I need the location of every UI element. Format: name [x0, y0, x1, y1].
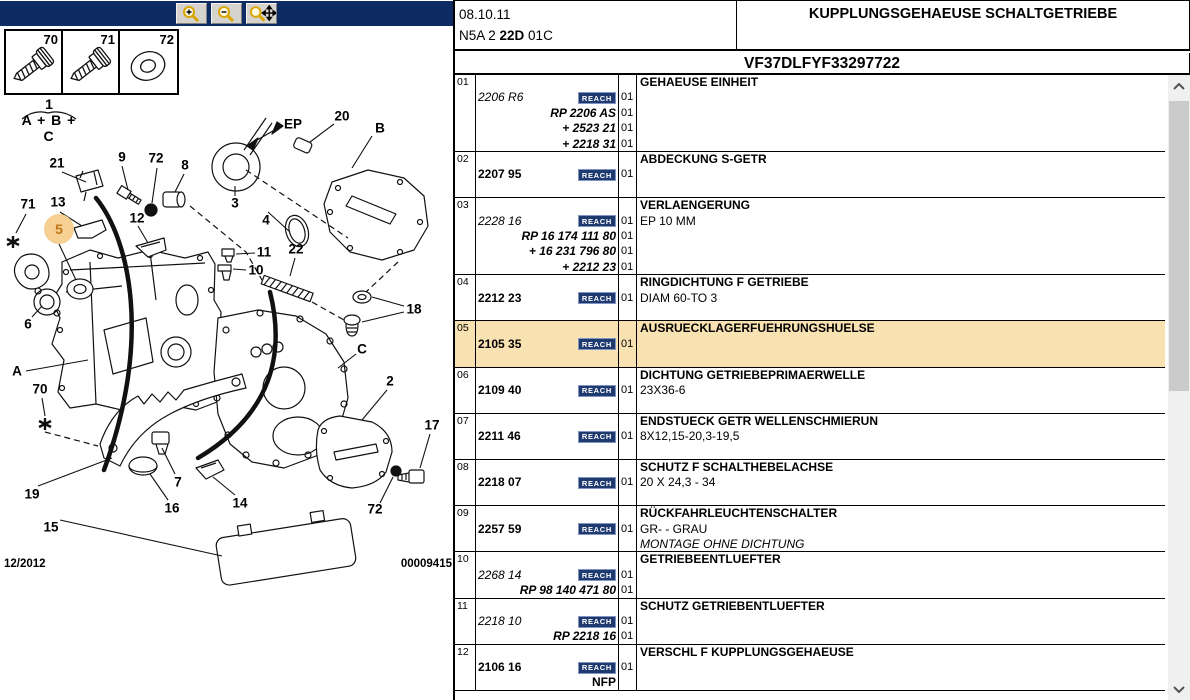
part-reference: RP 2218 16 — [553, 629, 616, 644]
row-number-cell: 01 — [455, 75, 476, 151]
quantity-cell — [619, 552, 637, 597]
scroll-up-button[interactable] — [1168, 75, 1190, 97]
part-description: DIAM 60-TO 3 — [640, 290, 718, 305]
part-reference: 2109 40 REACH — [476, 383, 618, 398]
diagram-callout-EP[interactable]: EP — [283, 116, 303, 132]
diagram-callout-2[interactable]: 2 — [386, 373, 394, 389]
part-reference: 2106 16 REACH — [476, 660, 618, 675]
part-description: ABDECKUNG S-GETR — [640, 152, 767, 166]
reach-badge[interactable]: REACH — [578, 477, 616, 489]
diagram-callout-9[interactable]: 9 — [118, 149, 126, 165]
row-number-cell: 06 — [455, 368, 476, 413]
diagram-callout-13[interactable]: 13 — [50, 194, 66, 210]
diagram-callout-20[interactable]: 20 — [334, 108, 350, 124]
part-description: 23X36-6 — [640, 382, 686, 397]
quantity-cell — [619, 368, 637, 413]
part-description: 8X12,15-20,3-19,5 — [640, 429, 740, 444]
part-description: 20 X 24,3 - 34 — [640, 475, 716, 490]
part-reference: NFP — [592, 675, 616, 690]
quantity-cell — [619, 321, 637, 366]
diagram-callout-15[interactable]: 15 — [43, 519, 59, 535]
part-description: GETRIEBEENTLUEFTER — [640, 552, 781, 567]
reach-badge[interactable]: REACH — [578, 662, 616, 674]
diagram-callout-10[interactable]: 10 — [248, 262, 264, 278]
diagram-callout-A[interactable]: A — [12, 363, 22, 379]
quantity-value: 01 — [621, 614, 634, 627]
part-description: RINGDICHTUNG F GETRIEBE — [640, 275, 809, 290]
table-row[interactable] — [455, 645, 1165, 691]
quantity-value: 01 — [621, 661, 634, 674]
part-description: SCHUTZ F SCHALTHEBELACHSE — [640, 459, 834, 474]
scrollbar-thumb[interactable] — [1169, 101, 1189, 391]
part-description: MONTAGE OHNE DICHTUNG — [640, 536, 805, 551]
diagram-callout-C[interactable]: C — [357, 341, 367, 357]
diagram-callout-8[interactable]: 8 — [181, 157, 189, 173]
chevron-down-icon — [1173, 686, 1185, 693]
catalog-date: 08.10.11 — [459, 7, 511, 22]
part-ref-cell — [476, 321, 619, 366]
diagram-callout-72[interactable]: 72 — [148, 150, 164, 166]
reach-badge[interactable]: REACH — [578, 338, 616, 350]
description-cell — [637, 152, 1165, 197]
quantity-value: 01 — [621, 383, 634, 396]
page-title: KUPPLUNGSGEHAEUSE SCHALTGETRIEBE — [736, 1, 1189, 49]
diagram-callout-21[interactable]: 21 — [49, 155, 65, 171]
part-ref-cell — [476, 75, 619, 151]
diagram-callout-17[interactable]: 17 — [424, 417, 440, 433]
description-cell — [637, 275, 1165, 320]
diagram-callout-3[interactable]: 3 — [231, 195, 239, 211]
diagram-callout-B[interactable]: B — [375, 120, 385, 136]
part-reference: 2211 46 REACH — [476, 429, 618, 444]
part-reference: 2212 23 REACH — [476, 291, 618, 306]
quantity-value: 01 — [621, 122, 634, 135]
part-reference: 2206 R6 REACH — [476, 90, 618, 105]
part-description: GEHAEUSE EINHEIT — [640, 75, 759, 89]
diagram-callout-70[interactable]: 70 — [32, 381, 48, 397]
quantity-value: 01 — [621, 245, 634, 258]
parts-panel — [455, 0, 1190, 700]
vin-number: VF37DLFYF33297722 — [455, 53, 1190, 75]
part-ref-cell — [476, 460, 619, 505]
quantity-value: 01 — [621, 522, 634, 535]
part-description: DICHTUNG GETRIEBEPRIMAERWELLE — [640, 367, 866, 382]
diagram-callout-4[interactable]: 4 — [262, 212, 270, 228]
part-reference: + 2212 23 — [562, 259, 616, 274]
reach-badge[interactable]: REACH — [578, 385, 616, 397]
description-cell — [637, 460, 1165, 505]
part-reference: 2218 07 REACH — [476, 475, 618, 490]
part-description: SCHUTZ GETRIEBENTLUEFTER — [640, 598, 825, 613]
table-row[interactable] — [455, 321, 1165, 367]
row-number-cell: 12 — [455, 645, 476, 690]
legend-item-number: 70 — [43, 32, 58, 47]
diagram-callout-19[interactable]: 19 — [24, 486, 40, 502]
part-ref-cell — [476, 368, 619, 413]
part-description: EP 10 MM — [640, 213, 696, 228]
parts-table-body — [455, 75, 1165, 691]
quantity-value: 01 — [621, 214, 634, 227]
reach-badge[interactable]: REACH — [578, 215, 616, 227]
diagram-panel — [0, 0, 453, 700]
quantity-value: 01 — [621, 91, 634, 104]
row-number-cell: 07 — [455, 414, 476, 459]
table-row[interactable] — [455, 414, 1165, 460]
quantity-cell — [619, 275, 637, 320]
part-description: AUSRUECKLAGERFUEHRUNGSHUELSE — [640, 321, 875, 336]
part-reference: + 16 231 796 80 — [528, 244, 616, 259]
part-reference: RP 2206 AS — [550, 105, 616, 120]
scroll-down-button[interactable] — [1168, 678, 1190, 700]
quantity-value: 01 — [621, 430, 634, 443]
reach-badge[interactable]: REACH — [578, 523, 616, 535]
description-cell — [637, 198, 1165, 274]
catalog-header — [455, 0, 1190, 51]
table-row[interactable] — [455, 599, 1165, 645]
part-reference: RP 98 140 471 80 — [519, 583, 616, 598]
table-row[interactable] — [455, 275, 1165, 321]
catalog-ref: N5A 2 22D 01C — [459, 27, 553, 43]
legend-item-number: 72 — [159, 32, 174, 47]
quantity-cell — [619, 599, 637, 644]
reach-badge[interactable]: REACH — [578, 616, 616, 628]
part-ref-cell — [476, 275, 619, 320]
description-cell — [637, 645, 1165, 690]
quantity-value: 01 — [621, 137, 634, 150]
row-number-cell: 03 — [455, 198, 476, 274]
table-row[interactable] — [455, 460, 1165, 506]
diagram-callout-22[interactable]: 22 — [288, 241, 304, 257]
row-number-cell: 02 — [455, 152, 476, 197]
quantity-value: 01 — [621, 630, 634, 643]
diagram-callout-12[interactable]: 12 — [129, 210, 145, 226]
reach-badge[interactable]: REACH — [578, 169, 616, 181]
quantity-cell — [619, 645, 637, 690]
description-cell — [637, 414, 1165, 459]
part-description: GR- - GRAU — [640, 521, 708, 536]
row-number-cell: 04 — [455, 275, 476, 320]
part-ref-cell — [476, 599, 619, 644]
formula-sum: A + B + C — [21, 112, 77, 144]
row-number-cell: 05 — [455, 321, 476, 366]
part-ref-cell — [476, 152, 619, 197]
part-description: ENDSTUECK GETR WELLENSCHMIERUN — [640, 413, 879, 428]
row-number-cell: 08 — [455, 460, 476, 505]
quantity-value: 01 — [621, 584, 634, 597]
part-reference: 2218 10 REACH — [476, 614, 618, 629]
part-ref-cell — [476, 645, 619, 690]
part-reference: + 2218 31 — [562, 136, 616, 151]
table-row[interactable] — [455, 198, 1165, 275]
quantity-cell — [619, 152, 637, 197]
diagram-callout-14[interactable]: 14 — [232, 495, 248, 511]
diagram-callout-18[interactable]: 18 — [406, 301, 422, 317]
diagram-callout-11[interactable]: 11 — [256, 244, 272, 260]
header-meta — [455, 1, 736, 49]
part-description: VERLAENGERUNG — [640, 198, 751, 213]
formula-numerator: 1 — [45, 96, 53, 112]
part-ref-cell — [476, 414, 619, 459]
table-row[interactable] — [455, 152, 1165, 198]
quantity-cell — [619, 460, 637, 505]
part-reference: 2207 95 REACH — [476, 167, 618, 182]
description-cell — [637, 506, 1165, 551]
assembly-formula — [14, 96, 84, 144]
row-number-cell: 10 — [455, 552, 476, 597]
quantity-value: 01 — [621, 106, 634, 119]
part-reference: 2257 59 REACH — [476, 522, 618, 537]
row-number-cell: 09 — [455, 506, 476, 551]
reach-badge[interactable]: REACH — [578, 431, 616, 443]
reach-badge[interactable]: REACH — [578, 569, 616, 581]
reach-badge[interactable]: REACH — [578, 92, 616, 104]
diagram-callout-16[interactable]: 16 — [164, 500, 180, 516]
quantity-value: 01 — [621, 337, 634, 350]
diagram-callout-72[interactable]: 72 — [367, 501, 383, 517]
quantity-value: 01 — [621, 568, 634, 581]
legend-item-number: 71 — [100, 32, 115, 47]
quantity-value — [619, 675, 636, 690]
diagram-callout-7[interactable]: 7 — [174, 474, 182, 490]
table-row[interactable] — [455, 368, 1165, 414]
quantity-value: 01 — [621, 476, 634, 489]
quantity-value: 01 — [621, 291, 634, 304]
date-code: 12/2012 — [4, 558, 46, 570]
part-reference: 2268 14 REACH — [476, 568, 618, 583]
description-cell — [637, 75, 1165, 151]
quantity-value: 01 — [621, 229, 634, 242]
diagram-callout-71[interactable]: 71 — [20, 196, 36, 212]
quantity-value: 01 — [621, 260, 634, 273]
row-number-cell: 11 — [455, 599, 476, 644]
quantity-cell — [619, 414, 637, 459]
quantity-cell — [619, 506, 637, 551]
part-ref-cell — [476, 198, 619, 274]
table-row[interactable] — [455, 75, 1165, 152]
part-description: RÜCKFAHRLEUCHTENSCHALTER — [640, 506, 838, 521]
part-reference: + 2523 21 — [562, 121, 616, 136]
description-cell — [637, 368, 1165, 413]
diagram-callout-6[interactable]: 6 — [24, 316, 32, 332]
chevron-up-icon — [1173, 83, 1185, 90]
part-ref-cell — [476, 552, 619, 597]
table-row[interactable] — [455, 552, 1165, 598]
description-cell — [637, 321, 1165, 366]
quantity-cell — [619, 198, 637, 274]
part-reference: RP 16 174 111 80 — [521, 228, 616, 243]
reach-badge[interactable]: REACH — [578, 292, 616, 304]
quantity-value: 01 — [621, 168, 634, 181]
part-ref-cell — [476, 506, 619, 551]
description-cell — [637, 552, 1165, 597]
part-description: VERSCHL F KUPPLUNGSGEHAEUSE — [640, 644, 854, 659]
table-scrollbar[interactable] — [1168, 75, 1190, 700]
part-reference: 2228 16 REACH — [476, 214, 618, 229]
diagram-callout-5[interactable]: 5 — [44, 214, 74, 244]
table-row[interactable] — [455, 506, 1165, 552]
description-cell — [637, 599, 1165, 644]
part-reference: 2105 35 REACH — [476, 337, 618, 352]
plate-number: 00009415 — [400, 558, 452, 570]
quantity-cell — [619, 75, 637, 151]
